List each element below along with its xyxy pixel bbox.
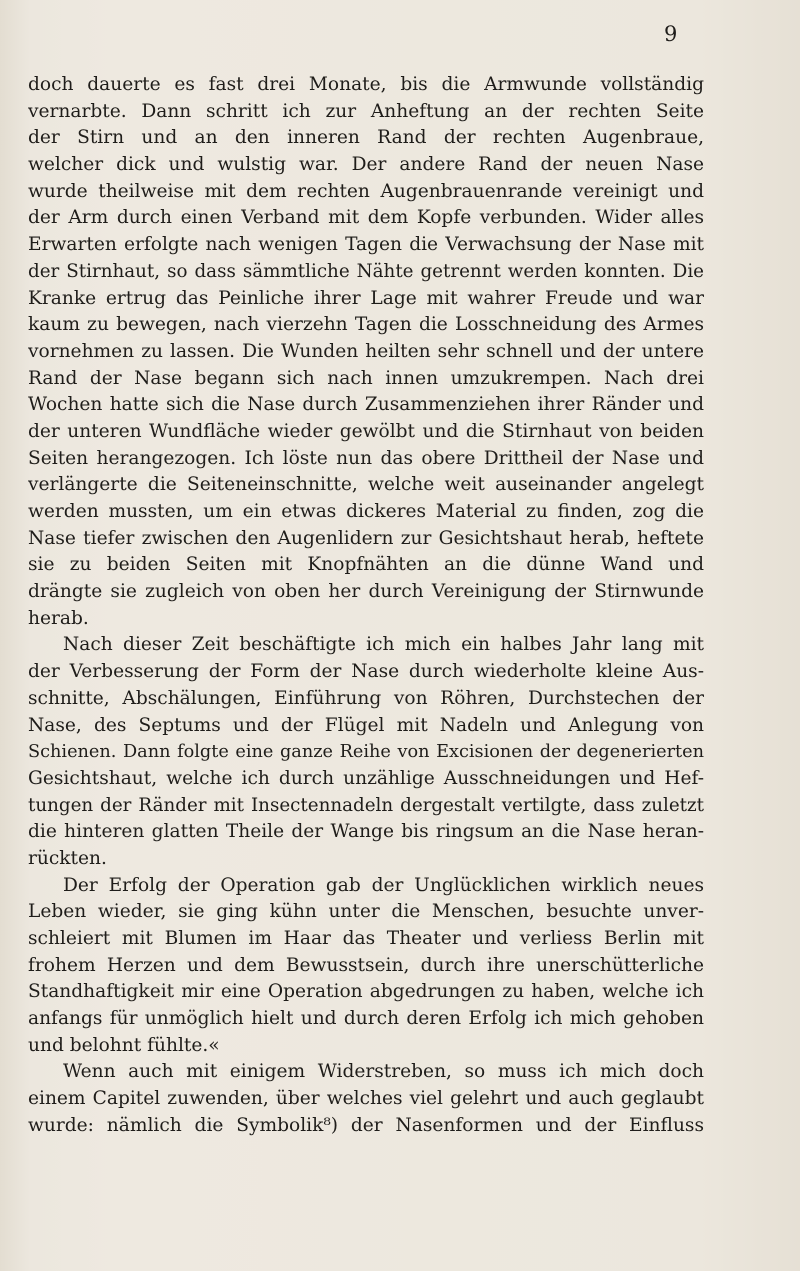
text-line: der Stirn und an den inneren Rand der rechten Augenbraue, (28, 127, 704, 149)
text-line: Rand der Nase begann sich nach innen umzukrempen. Nach drei (28, 367, 704, 389)
text-line: einem Capitel zuwenden, über welches viel gelehrt und auch geglaubt (28, 1088, 704, 1110)
text-line: der unteren Wundfläche wieder gewölbt und die Stirnhaut von beiden (28, 420, 704, 442)
text-line: der Verbesserung der Form der Nase durch wiederholte kleine Aus- (28, 661, 704, 683)
text-line: Wochen hatte sich die Nase durch Zusammenziehen ihrer Ränder und (28, 394, 704, 416)
text-line: Nase tiefer zwischen den Augenlidern zur Gesichtshaut herab, heftete (28, 527, 704, 549)
text-line: kaum zu bewegen, nach vierzehn Tagen die Losschneidung des Armes (28, 314, 704, 336)
text-line: doch dauerte es fast drei Monate, bis die Armwunde vollständig (28, 74, 704, 95)
text-line: anfangs für unmöglich hielt und durch deren Erfolg ich mich gehoben (28, 1008, 704, 1030)
body-text (28, 72, 704, 1140)
text-line: verlängerte die Seiteneinschnitte, welche weit auseinander angelegt (28, 474, 704, 496)
text-line: Gesichtshaut, welche ich durch unzählige Ausschneidungen und Hef- (28, 767, 704, 789)
text-line: rückten. (28, 847, 107, 869)
text-line: wurde theilweise mit dem rechten Augenbrauenrande vereinigt und (28, 180, 704, 202)
text-line: Seiten herangezogen. Ich löste nun das obere Drittheil der Nase und (28, 447, 704, 469)
text-line: Standhaftigkeit mir eine Operation abgedrungen zu haben, welche ich (28, 981, 704, 1003)
text-line: schleiert mit Blumen im Haar das Theater und verliess Berlin mit (28, 928, 704, 949)
text-line: schnitte, Abschälungen, Einführung von Röhren, Durchstechen der (28, 687, 704, 709)
text-line: werden mussten, um ein etwas dickeres Material zu finden, zog die (28, 501, 704, 522)
text-line: Nach dieser Zeit beschäftigte ich mich ein halbes Jahr lang mit (63, 634, 704, 656)
text-line: herab. (28, 607, 89, 629)
text-line: welcher dick und wulstig war. Der andere Rand der neuen Nase (28, 154, 704, 176)
text-line: frohem Herzen und dem Bewusstsein, durch ihre unerschütterliche (28, 954, 704, 976)
text-line: Nase, des Septums und der Flügel mit Nadeln und Anlegung von (28, 714, 704, 736)
text-line: drängte sie zugleich von oben her durch Vereinigung der Stirnwunde (28, 581, 704, 603)
text-line: sie zu beiden Seiten mit Knopfnähten an die dünne Wand und (28, 554, 704, 576)
text-line: vornehmen zu lassen. Die Wunden heilten sehr schnell und der untere (28, 340, 704, 362)
text-line: der Arm durch einen Verband mit dem Kopfe verbunden. Wider alles (28, 207, 704, 229)
text-line: der Stirnhaut, so dass sämmtliche Nähte getrennt werden konnten. Die (28, 260, 704, 282)
text-line: tungen der Ränder mit Insectennadeln dergestalt vertilgte, dass zuletzt (28, 794, 704, 816)
text-line: Wenn auch mit einigem Widerstreben, so muss ich mich doch (63, 1061, 704, 1083)
text-line: wurde: nämlich die Symbolik⁸) der Nasenformen und der Einfluss (28, 1114, 704, 1136)
text-line: Der Erfolg der Operation gab der Unglücklichen wirklich neues (63, 874, 704, 896)
text-line: vernarbte. Dann schritt ich zur Anheftung an der rechten Seite (28, 100, 704, 122)
text-line: die hinteren glatten Theile der Wange bis ringsum an die Nase heran- (28, 821, 704, 843)
text-line: Kranke ertrug das Peinliche ihrer Lage mit wahrer Freude und war (28, 287, 704, 309)
text-line: und belohnt fühlte.« (28, 1034, 220, 1056)
text-line: Schienen. Dann folgte eine ganze Reihe von Excisionen der degenerierten (28, 742, 704, 763)
text-line: Leben wieder, sie ging kühn unter die Menschen, besuchte unver- (28, 901, 704, 923)
page-number: 9 (664, 22, 678, 46)
text-line: Erwarten erfolgte nach wenigen Tagen die Verwachsung der Nase mit (28, 234, 704, 256)
